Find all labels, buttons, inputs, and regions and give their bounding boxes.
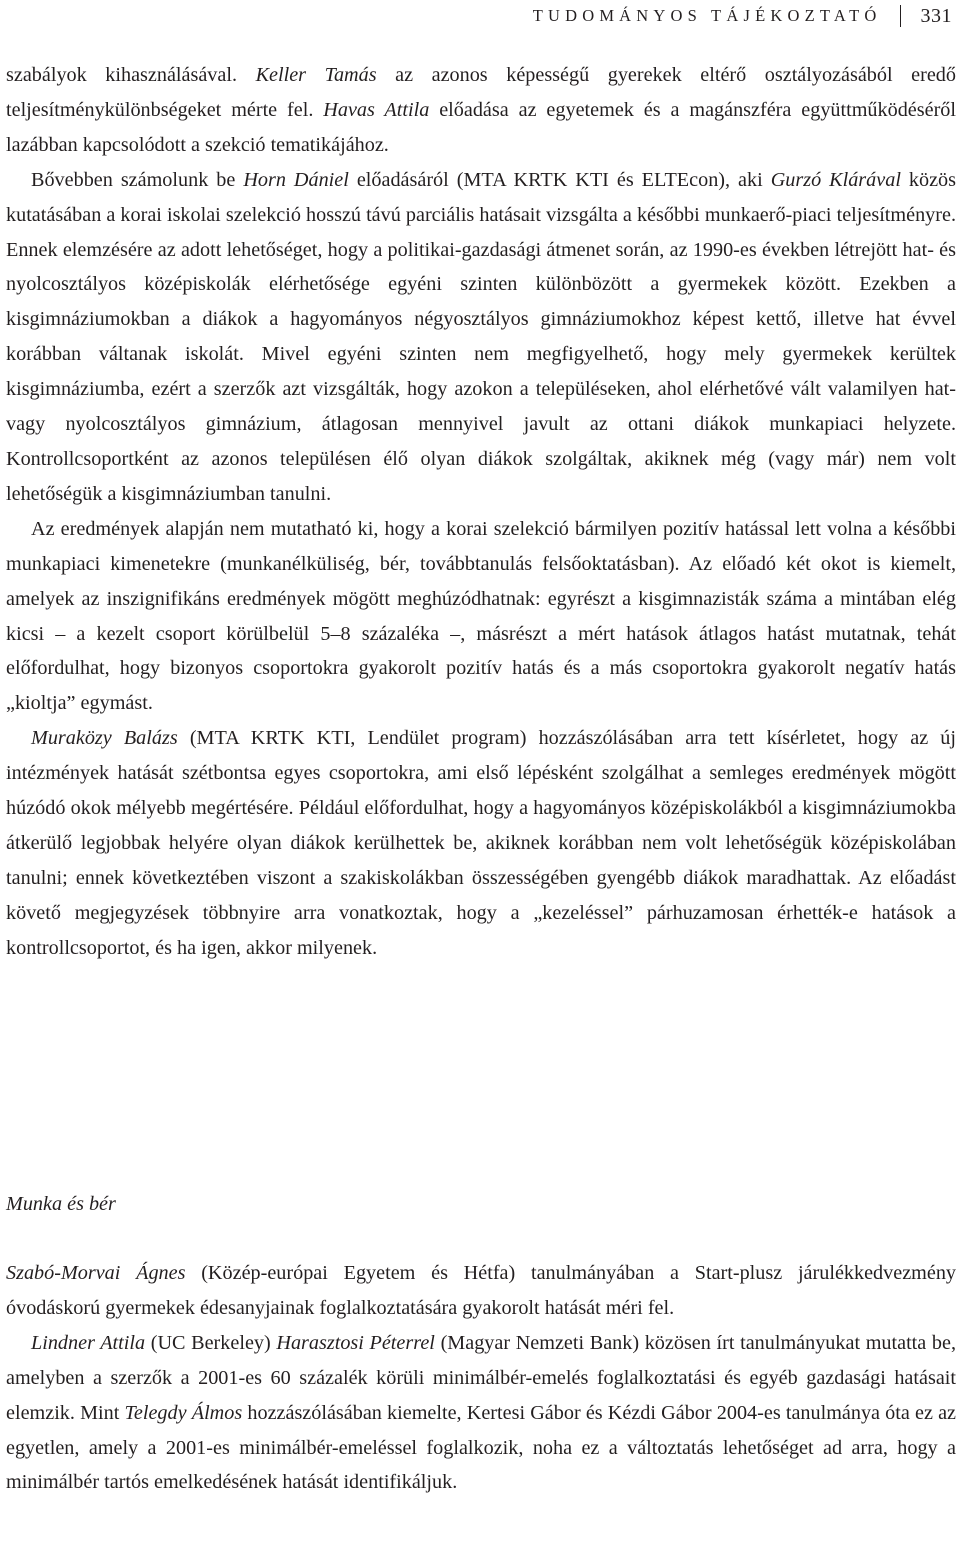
- header-divider: [900, 5, 901, 27]
- journal-title: TUDOMÁNYOS TÁJÉKOZTATÓ: [532, 6, 882, 25]
- author-name: Telegdy Álmos: [124, 1401, 243, 1424]
- author-name: Gurzó Klárával: [770, 168, 901, 191]
- author-name: Szabó-Morvai Ágnes: [6, 1262, 186, 1284]
- text-run: közös kutatásában a korai iskolai szelekció hosszú távú parciális hatásait vizsgálta a későbbi munkaerő-piaci teljesítményre. Ennek elemzésére az adott lehetőséget, hogy a politikai-gazdasági átmenet során, az 1990-es években létrejött hat- és nyolcosztályos középiskolák elérhetősége egyéni szinten különbözött a gyermekek között. Ezekben a kisgimnáziumokban a diákok a hagyományos négyosztályos gimnáziumokhoz képest kettő, illetve hat évvel korábban váltanak iskolát. Mivel egyéni szinten nem megfigyelhető, hogy mely gyermekek kerültek kisgimnáziumba, ezért a szerzők azt vizsgálták, hogy azokon a településeken, ahol elérhetővé vált valamilyen hat- vagy nyolcosztályos gimnázium, átlagosan mennyivel javult az ottani diákok munkapiaci helyzete. Kontrollcsoportként az azonos településen élő olyan diákok szolgáltak, akiknek még (vagy már) nem volt lehetőségük a kisgimnáziumban tanulni.: [6, 168, 956, 505]
- text-run: előadásáról (MTA KRTK KTI és ELTEcon), aki: [348, 168, 771, 191]
- section-heading: Munka és bér: [6, 1193, 116, 1215]
- section-paragraph-1: [6, 1256, 956, 1326]
- author-name: Harasztosi Péterrel: [276, 1331, 435, 1354]
- page-number: 331: [920, 4, 952, 27]
- article-body: [6, 58, 956, 966]
- paragraph-4: [6, 721, 956, 965]
- paragraph-3: [6, 512, 956, 721]
- text-run: Bővebben számolunk be: [31, 168, 244, 191]
- text-run: előadása az egyetemek és a magánszféra együttműködéséről lazábban kapcsolódott a szekció tematikájához.: [6, 98, 957, 156]
- text-run: az azonos képességű gyerekek eltérő osztályozásából eredő teljesítménykülönbségeket mérte fel.: [6, 64, 956, 121]
- running-head: [533, 3, 952, 29]
- text-run: (Magyar Nemzeti Bank) közösen írt tanulmányukat mutatta be, amelyben a szerzők a 2001-es 60 százalék körüli minimálbér-emelés foglalkoztatási és egyéb gazdasági hatásait elemzik. Mint: [6, 1331, 956, 1424]
- text-run: Az eredmények alapján nem mutatható ki, hogy a korai szelekció bármilyen pozitív hatással lett volna a későbbi munkapiaci kimenetekre (munkanélküliség, bér, továbbtanulás felsőoktatásban). Az előadó két okot is kiemelt, amelyek az inszignifikáns eredmények mögött meghúzódhatnak: egyrészt a kisgimnazisták száma a mintában elég kicsi – a kezelt csoport körülbelül 5–8 százaléka –, másrészt a mért hatások átlagos hatást mutatnak, tehát előfordulhat, hogy bizonyos csoportokra gyakorolt pozitív hatás és a más csoportokra gyakorolt negatív hatás „kioltja” egymást.: [6, 517, 956, 715]
- paragraph-1: [6, 58, 956, 163]
- paragraph-2: [6, 163, 956, 512]
- section-body: [6, 1256, 956, 1500]
- author-name: Lindner Attila: [31, 1331, 146, 1354]
- text-run: hozzászólásában kiemelte, Kertesi Gábor és Kézdi Gábor 2004-es tanulmánya óta ez az egyetlen, amely a 2001-es minimálbér-emeléssel foglalkozik, noha ez a változtatás lehetőséget ad arra, hogy a minimálbér tartós emelkedésének hatását identifikáljuk.: [6, 1401, 956, 1494]
- author-name: Horn Dániel: [243, 168, 349, 191]
- author-name: Muraközy Balázs: [31, 727, 178, 750]
- text-run: (MTA KRTK KTI, Lendület program) hozzászólásában arra tett kísérletet, hogy az új intézmények hatását szétbontsa egyes csoportokra, ami első lépésként szolgálhat a semleges eredmények mögött húzódó okok mélyebb megértésére. Például előfordulhat, hogy a hagyományos középiskolákból a kisgimnáziumokba átkerülő legjobbak helyére olyan diákok kerülhettek be, akiknek korábban nem volt lehetőségük középiskolában tanulni; ennek következtében viszont a szakiskolákban összességében gyengébb diákok maradhattak. Az előadást követő megjegyzések többnyire arra vonatkoztak, hogy a „kezeléssel” párhuzamosan érhették-e hatások a kontrollcsoportot, és ha igen, akkor milyenek.: [6, 727, 956, 959]
- author-name: Havas Attila: [323, 98, 430, 121]
- text-run: (Közép-európai Egyetem és Hétfa) tanulmányában a Start-plusz járulékkedvezmény óvodáskorú gyermekek édesanyjainak foglalkoztatására gyakorolt hatását méri fel.: [6, 1262, 957, 1319]
- section-paragraph-2: [6, 1326, 956, 1501]
- text-run: szabályok kihasználásával.: [6, 64, 256, 86]
- author-name: Keller Tamás: [255, 64, 377, 86]
- text-run: (UC Berkeley): [145, 1331, 277, 1354]
